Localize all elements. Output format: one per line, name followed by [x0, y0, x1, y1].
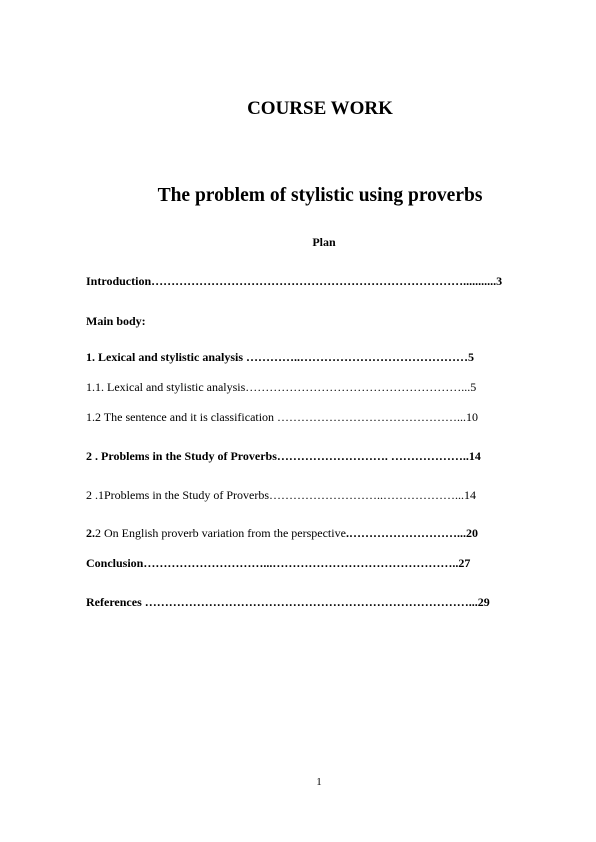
toc-section-2-2-number: 2. — [86, 526, 95, 540]
plan-label: Plan — [312, 235, 336, 249]
page-number: 1 — [316, 776, 322, 788]
document-title: The problem of stylistic using proverbs — [157, 185, 483, 206]
toc-references: References ………………………………………………………………………...29 — [86, 595, 490, 609]
toc-section-2-1: 2 .1Problems in the Study of Proverbs………………………..………………...14 — [86, 488, 476, 502]
toc-main-body: Main body: — [86, 314, 146, 328]
toc-section-1: 1. Lexical and stylistic analysis …………..……………………………………5 — [86, 350, 475, 364]
toc-section-1-2: 1.2 The sentence and it is classification ………………………………………...10 — [86, 410, 479, 424]
toc-conclusion: Conclusion…………………………...………………………………………..27 — [86, 556, 471, 570]
toc-section-2: 2 . Problems in the Study of Proverbs………………………. ………………..14 — [86, 449, 481, 463]
toc-section-2-2-dots: .………………………...20 — [345, 526, 478, 540]
toc-section-1-1: 1.1. Lexical and stylistic analysis………………………………………………...5 — [86, 380, 477, 394]
course-work-heading: COURSE WORK — [247, 98, 393, 119]
toc-section-2-2-text: 2 On English proverb variation from the perspective — [95, 526, 346, 540]
toc-introduction: Introduction……………………………………………………………………...........3 — [86, 274, 503, 288]
toc-section-2-2 — [86, 526, 478, 540]
